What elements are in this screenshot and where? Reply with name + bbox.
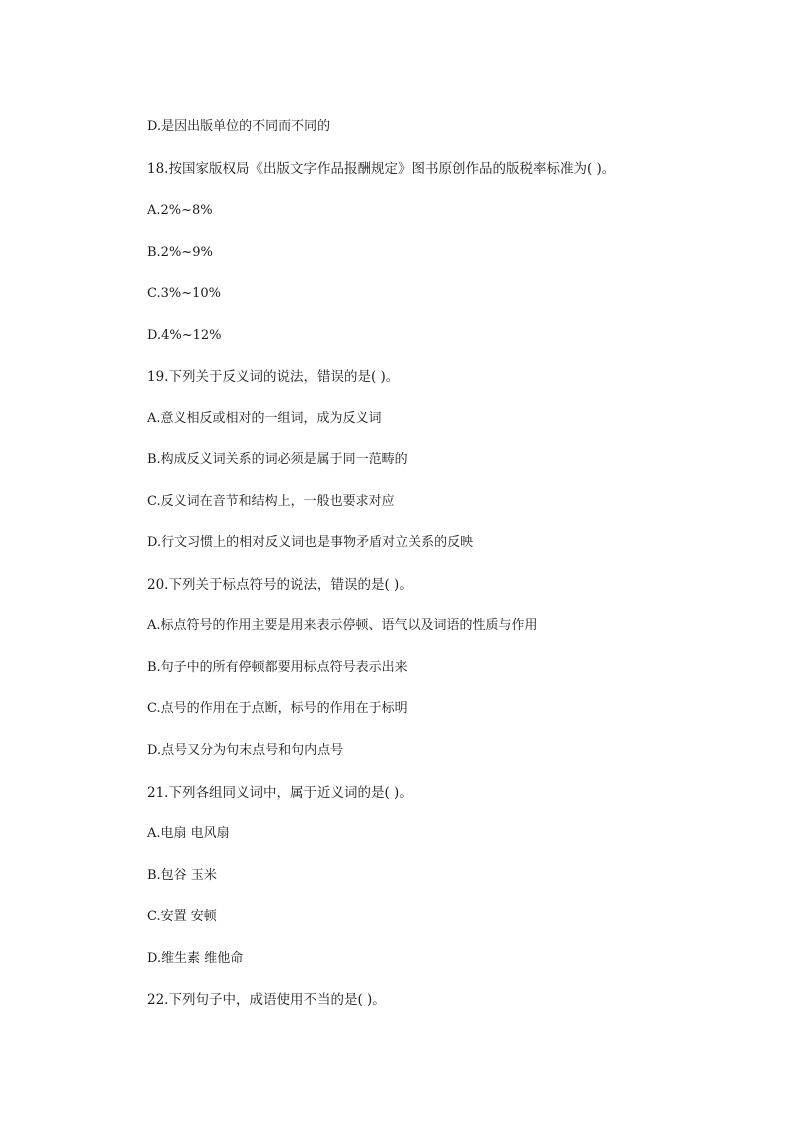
option-d-q18: D.4%~12% bbox=[147, 328, 222, 343]
option-b-q19: B.构成反义词关系的词必须是属于同一范畴的 bbox=[147, 452, 408, 467]
option-b-q21: B.包谷 玉米 bbox=[147, 868, 217, 883]
option-c-q18: C.3%~10% bbox=[147, 286, 222, 301]
question-20: 20.下列关于标点符号的说法，错误的是( )。 bbox=[147, 577, 413, 593]
question-18: 18.按国家版权局《出版文字作品报酬规定》图书原创作品的版税率标准为( )。 bbox=[147, 161, 616, 177]
option-c-q21: C.安置 安顿 bbox=[147, 909, 217, 924]
option-a-q18: A.2%~8% bbox=[147, 203, 213, 218]
option-d-q17: D.是因出版单位的不同而不同的 bbox=[147, 119, 331, 134]
option-c-q20: C.点号的作用在于点断，标号的作用在于标明 bbox=[147, 701, 408, 716]
option-d-q19: D.行文习惯上的相对反义词也是事物矛盾对立关系的反映 bbox=[147, 535, 474, 550]
question-21: 21.下列各组同义词中，属于近义词的是( )。 bbox=[147, 785, 413, 801]
option-b-q20: B.句子中的所有停顿都要用标点符号表示出来 bbox=[147, 660, 408, 675]
option-b-q18: B.2%~9% bbox=[147, 245, 213, 260]
option-a-q19: A.意义相反或相对的一组词，成为反义词 bbox=[147, 411, 382, 426]
question-22: 22.下列句子中，成语使用不当的是( )。 bbox=[147, 992, 386, 1008]
option-d-q21: D.维生素 维他命 bbox=[147, 951, 244, 966]
option-a-q21: A.电扇 电风扇 bbox=[147, 826, 230, 841]
option-c-q19: C.反义词在音节和结构上，一般也要求对应 bbox=[147, 494, 395, 509]
question-19: 19.下列关于反义词的说法，错误的是( )。 bbox=[147, 369, 400, 385]
option-d-q20: D.点号又分为句末点号和句内点号 bbox=[147, 743, 344, 758]
option-a-q20: A.标点符号的作用主要是用来表示停顿、语气以及词语的性质与作用 bbox=[147, 618, 538, 633]
